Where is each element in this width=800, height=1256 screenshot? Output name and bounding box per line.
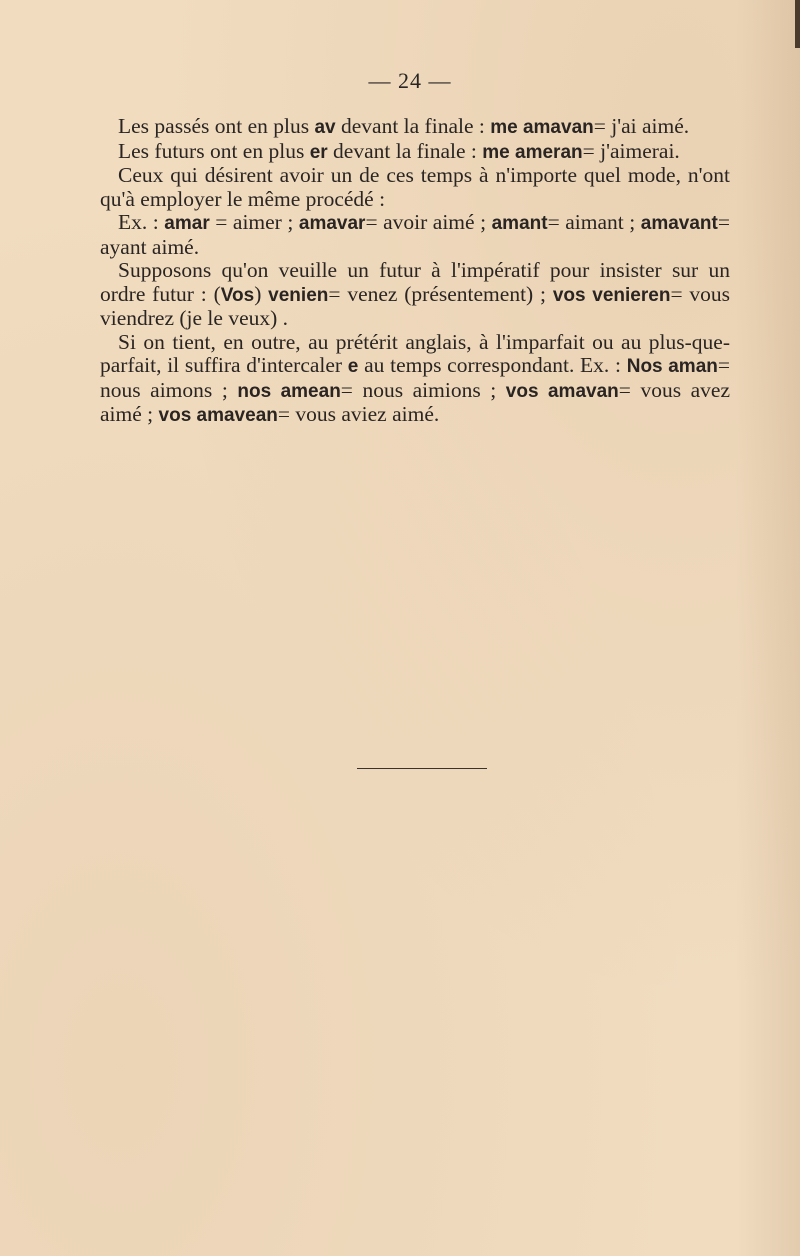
text-run: = vous viendrez (je le veux) . <box>100 281 730 330</box>
keyword-run: Vos <box>220 284 255 306</box>
text-run: devant la finale : <box>335 114 491 138</box>
keyword-run: nos amean <box>237 380 341 402</box>
paragraph <box>100 164 730 211</box>
keyword-run: vos venieren <box>552 284 671 306</box>
text-run: ) <box>254 281 269 306</box>
keyword-run: vos amavan <box>505 380 619 402</box>
text-run: Les futurs ont en plus <box>118 138 310 163</box>
keyword-run: av <box>314 117 336 138</box>
body-text <box>100 115 730 428</box>
keyword-run: Nos aman <box>626 356 718 377</box>
text-run: = ayant aimé. <box>100 210 731 259</box>
keyword-run: er <box>309 141 328 163</box>
text-run: Ex. : <box>118 210 165 234</box>
paragraph <box>100 331 730 428</box>
text-run: = nous aimions ; <box>340 377 506 402</box>
page-edge-mark <box>795 0 800 48</box>
paragraph <box>100 115 730 140</box>
keyword-run: e <box>347 356 359 377</box>
text-run: Supposons qu'on veuille un futur à l'impératif pour insister sur un ordre futur : ( <box>100 258 730 306</box>
text-run: = vous avez aimé ; <box>100 377 730 426</box>
text-run: = aimant ; <box>547 210 641 234</box>
text-run: = j'aimerai. <box>582 138 680 163</box>
text-run: = venez (présentement) ; <box>328 281 553 306</box>
text-run: Si on tient, en outre, au prétérit anglais, à l'imparfait ou au plus-que-parfait, il suffira d'intercaler <box>100 329 730 377</box>
horizontal-rule <box>357 768 487 769</box>
keyword-run: amavar <box>298 213 366 234</box>
keyword-run: amant <box>491 213 548 234</box>
text-run: Les passés ont en plus <box>118 114 315 138</box>
paragraph <box>100 211 730 259</box>
text-run: devant la finale : <box>327 138 483 163</box>
keyword-run: me amavan <box>490 117 594 138</box>
text-run: = vous aviez aimé. <box>277 402 440 426</box>
text-run: = nous aimons ; <box>100 353 731 402</box>
keyword-run: vos amavean <box>158 405 278 426</box>
text-run: au temps correspondant. Ex. : <box>358 353 627 377</box>
paragraph <box>100 259 730 331</box>
text-run: = aimer ; <box>209 210 299 234</box>
text-run: Ceux qui désirent avoir un de ces temps à n'importe quel mode, n'ont qu'à employer le même procédé : <box>100 163 730 211</box>
keyword-run: amar <box>164 213 210 234</box>
keyword-run: amavant <box>640 213 718 234</box>
paragraph <box>100 140 730 165</box>
keyword-run: me ameran <box>482 141 583 163</box>
keyword-run: venien <box>268 284 329 306</box>
text-run: = avoir aimé ; <box>365 210 492 234</box>
text-run: = j'ai aimé. <box>593 114 690 138</box>
page-number: — 24 — <box>368 68 452 93</box>
